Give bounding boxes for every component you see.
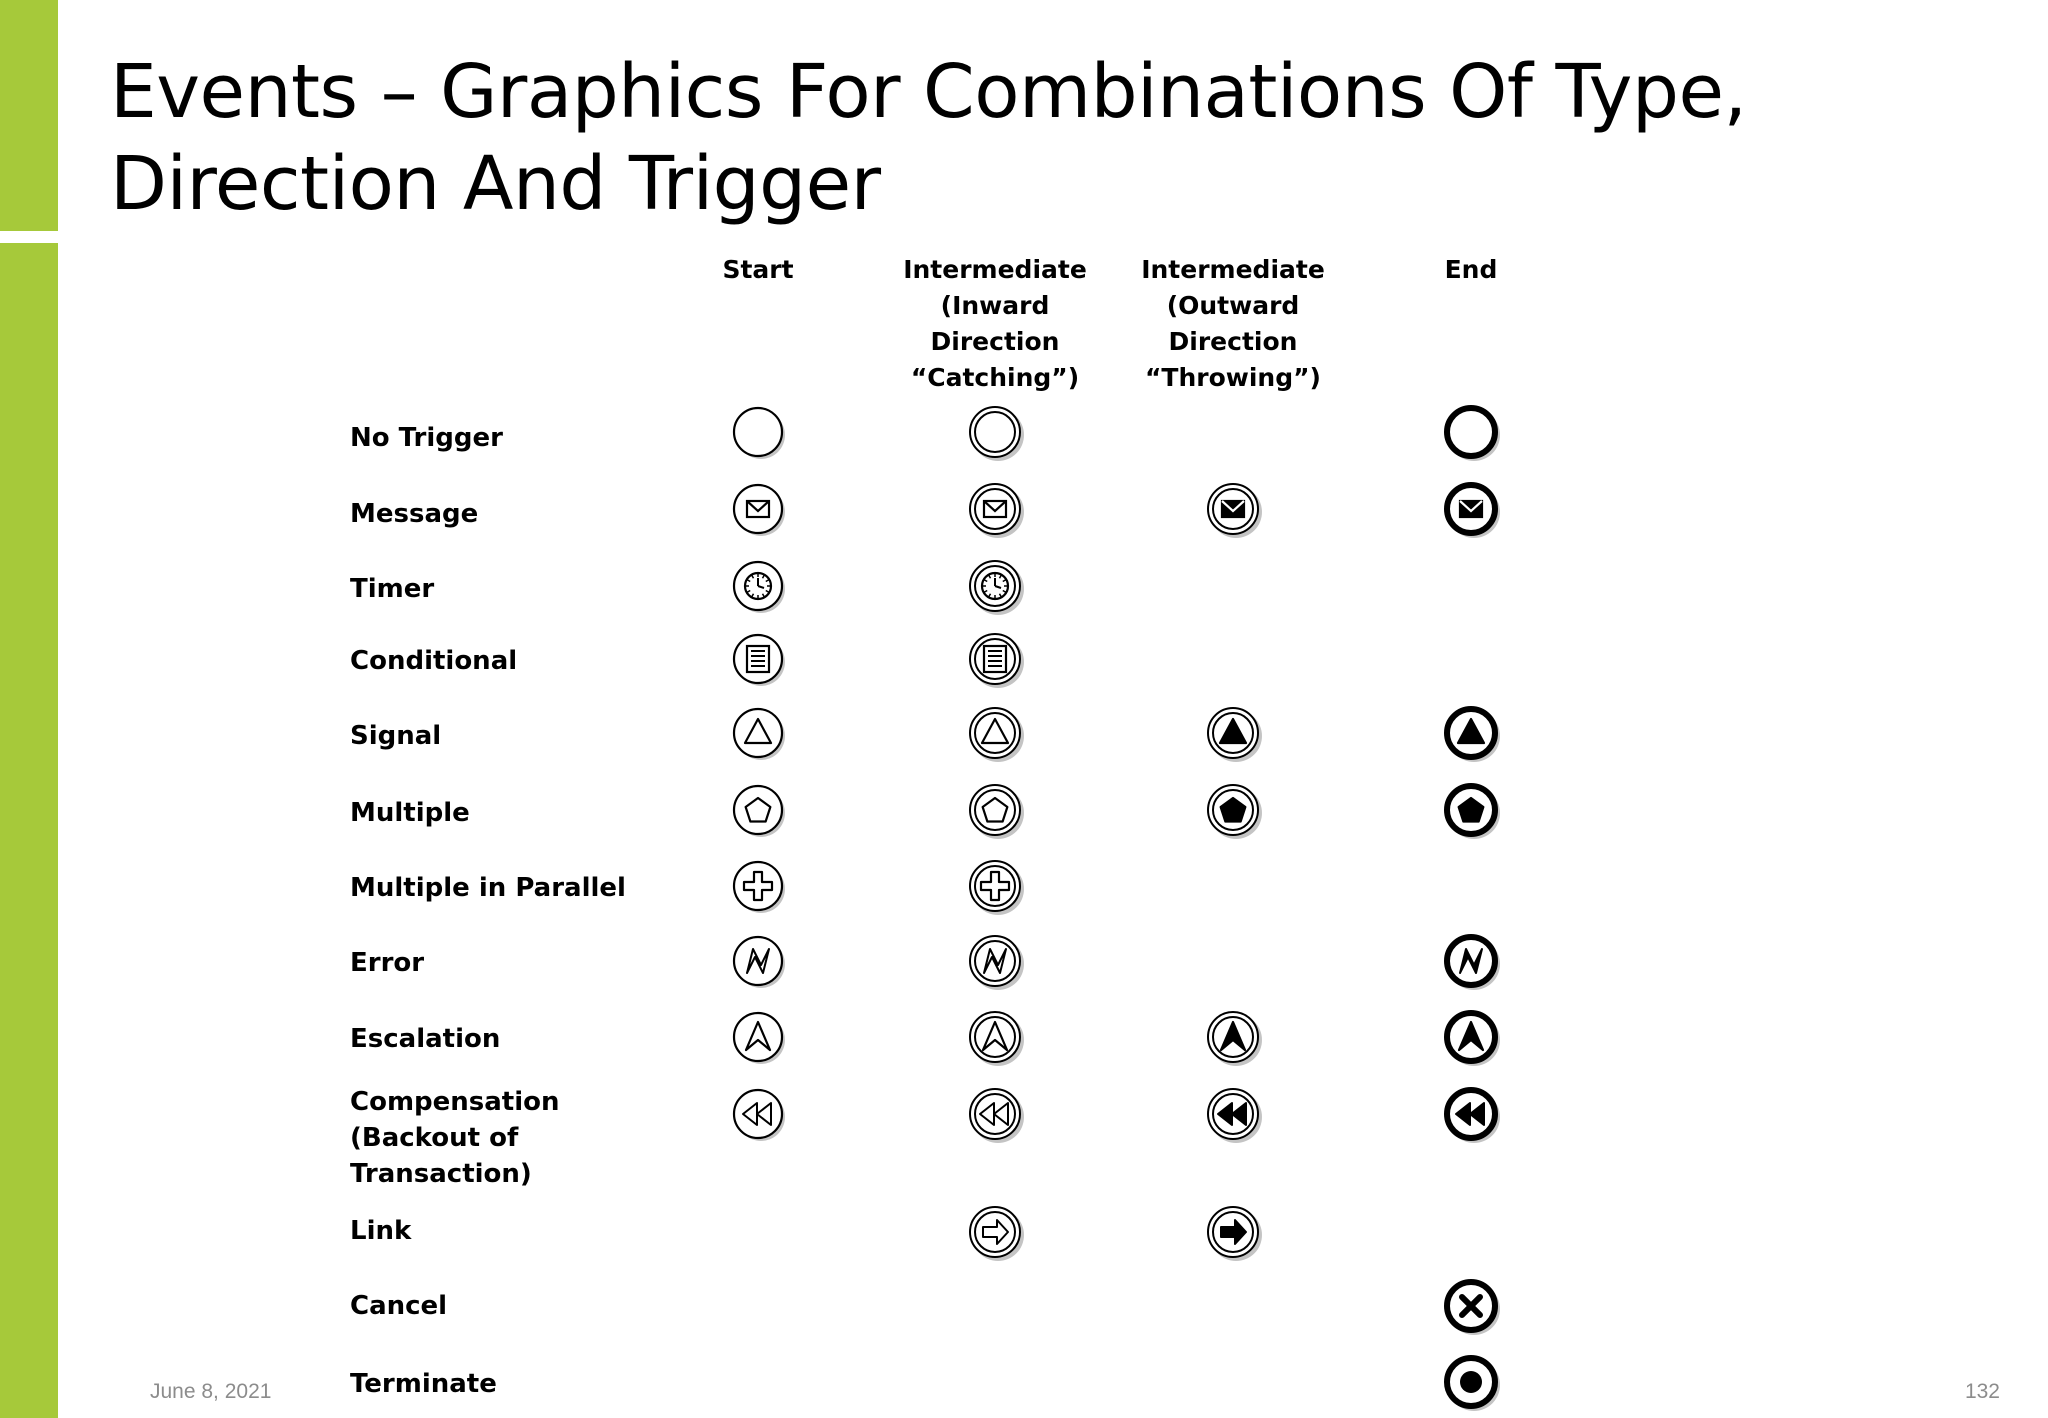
row-label-signal xyxy=(350,718,441,754)
row-label-multiple xyxy=(350,795,470,831)
signal-end-event-icon xyxy=(1436,698,1506,768)
row-label-conditional xyxy=(350,643,517,679)
row-label-none xyxy=(350,420,503,456)
escalation-end-event-icon xyxy=(1436,1002,1506,1072)
page-title xyxy=(110,46,1910,230)
column-header-inter-catch xyxy=(875,252,1115,396)
row-label-terminate xyxy=(350,1366,497,1402)
row-label-line: Signal xyxy=(350,721,442,751)
column-header-line: “Throwing”) xyxy=(1144,363,1321,392)
column-header-line: Direction xyxy=(1168,327,1298,356)
column-header-line: Start xyxy=(722,255,794,284)
accent-bar-top xyxy=(0,0,58,231)
row-label-line: Multiple xyxy=(350,798,470,828)
column-header-end xyxy=(1351,252,1591,288)
row-label-line: (Backout of xyxy=(350,1123,519,1153)
error-start-event-icon xyxy=(723,926,793,996)
terminate-end-event-icon xyxy=(1436,1347,1506,1417)
row-label-escalation xyxy=(350,1021,500,1057)
row-label-parallel xyxy=(350,870,626,906)
parallel-inter-catch-event-icon xyxy=(960,851,1030,921)
row-label-line: Timer xyxy=(350,574,435,604)
row-label-message xyxy=(350,496,478,532)
column-header-line: (Outward xyxy=(1166,291,1300,320)
conditional-start-event-icon xyxy=(723,624,793,694)
compensation-inter-catch-event-icon xyxy=(960,1079,1030,1149)
row-label-line: Error xyxy=(350,948,425,978)
row-label-line: Multiple in Parallel xyxy=(350,873,626,903)
signal-inter-throw-event-icon xyxy=(1198,698,1268,768)
signal-inter-catch-event-icon xyxy=(960,698,1030,768)
none-start-event-icon xyxy=(723,397,793,467)
multiple-start-event-icon xyxy=(723,775,793,845)
footer-date: June 8, 2021 xyxy=(150,1380,272,1403)
none-end-event-icon xyxy=(1436,397,1506,467)
compensation-end-event-icon xyxy=(1436,1079,1506,1149)
link-inter-catch-event-icon xyxy=(960,1197,1030,1267)
message-start-event-icon xyxy=(723,474,793,544)
message-end-event-icon xyxy=(1436,474,1506,544)
row-label-line: Conditional xyxy=(350,646,518,676)
compensation-start-event-icon xyxy=(723,1079,793,1149)
conditional-inter-catch-event-icon xyxy=(960,624,1030,694)
row-label-cancel xyxy=(350,1288,447,1324)
column-header-line: Intermediate xyxy=(1141,255,1325,284)
row-label-line: Link xyxy=(350,1216,412,1246)
signal-start-event-icon xyxy=(723,698,793,768)
column-header-inter-throw xyxy=(1113,252,1353,396)
row-label-line: Cancel xyxy=(350,1291,448,1321)
error-end-event-icon xyxy=(1436,926,1506,996)
cancel-end-event-icon xyxy=(1436,1271,1506,1341)
row-label-line: Transaction) xyxy=(350,1159,532,1189)
row-label-line: Escalation xyxy=(350,1024,501,1054)
error-inter-catch-event-icon xyxy=(960,926,1030,996)
link-inter-throw-event-icon xyxy=(1198,1197,1268,1267)
timer-start-event-icon xyxy=(723,551,793,621)
title-line-2: Direction And Trigger xyxy=(110,141,881,227)
row-label-line: Terminate xyxy=(350,1369,497,1399)
row-label-timer xyxy=(350,571,434,607)
column-header-line: (Inward Direction xyxy=(930,291,1060,356)
message-inter-catch-event-icon xyxy=(960,474,1030,544)
parallel-start-event-icon xyxy=(723,851,793,921)
escalation-inter-catch-event-icon xyxy=(960,1002,1030,1072)
row-label-line: Compensation xyxy=(350,1087,560,1117)
row-label-line: No Trigger xyxy=(350,423,503,453)
escalation-start-event-icon xyxy=(723,1002,793,1072)
multiple-end-event-icon xyxy=(1436,775,1506,845)
row-label-compensation xyxy=(350,1084,560,1192)
column-header-line: Intermediate xyxy=(903,255,1087,284)
row-label-link xyxy=(350,1213,411,1249)
none-inter-catch-event-icon xyxy=(960,397,1030,467)
page-number: 132 xyxy=(1964,1380,2000,1403)
column-header-start xyxy=(638,252,878,288)
multiple-inter-catch-event-icon xyxy=(960,775,1030,845)
accent-bar-bottom xyxy=(0,243,58,1418)
column-header-line: “Catching”) xyxy=(910,363,1080,392)
message-inter-throw-event-icon xyxy=(1198,474,1268,544)
compensation-inter-throw-event-icon xyxy=(1198,1079,1268,1149)
row-label-line: Message xyxy=(350,499,479,529)
row-label-error xyxy=(350,945,424,981)
timer-inter-catch-event-icon xyxy=(960,551,1030,621)
title-line-1: Events – Graphics For Combinations Of Type, xyxy=(110,49,1747,135)
column-header-line: End xyxy=(1444,255,1498,284)
escalation-inter-throw-event-icon xyxy=(1198,1002,1268,1072)
multiple-inter-throw-event-icon xyxy=(1198,775,1268,845)
